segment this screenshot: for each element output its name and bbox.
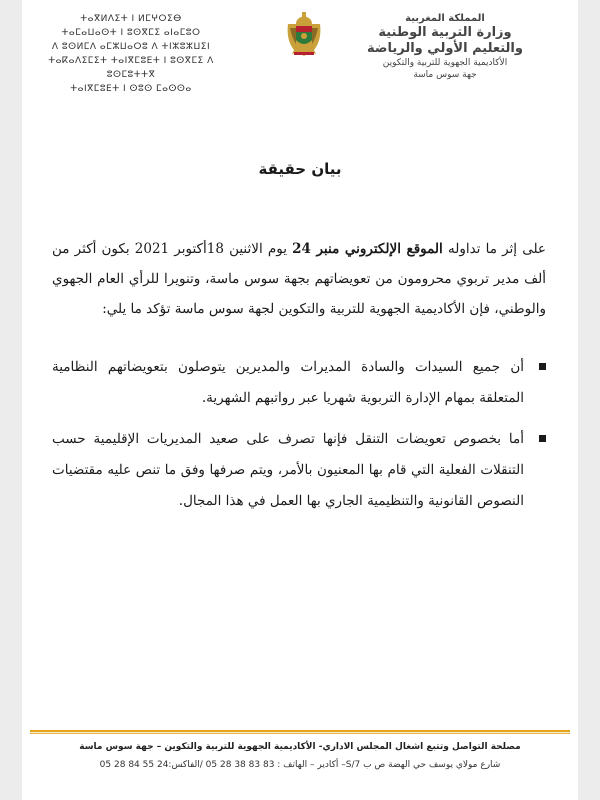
footer-address: شارع مولاي يوسف حي الهضة ص ب 7/S– أكادير – الهاتف : 83 83 38 28 05 /الفاكس:24 55 84 28 05 — [99, 760, 501, 770]
tifinagh-line: ⴷ ⵓⵙⵍⵎⴷ ⴰⵎⵣⵡⴰⵔⵓ ⴷ ⵜⵏⵣⵓⵣⵡⵉⵏ — [51, 42, 211, 52]
footer-divider — [30, 730, 570, 734]
ministry-label-2: والتعليم الأولي والرياضة — [367, 41, 523, 56]
square-bullet-icon — [539, 363, 546, 370]
arabic-header — [360, 12, 530, 81]
tifinagh-line: ⵜⴰⴽⴰⴷⵉⵎⵉⵜ ⵜⴰⵏⴳⵎⵓⴹⵜ ⵏ ⵓⵙⴳⵎⵉ ⴷ ⵓⵙⵎⵓⵜⵜⴳ — [48, 56, 214, 80]
academy-label: الأكاديمية الجهوية للتربية والتكوين — [382, 58, 508, 68]
coat-of-arms-icon — [284, 10, 324, 58]
list-item-text: أن جميع السيدات والسادة المديرات والمديرين يتوصلون بتعويضاتهم النظامية المتعلقة بمهام الإدارة التربوية شهريا عبر رواتبهم الشهرية. — [52, 359, 524, 406]
ministry-label: وزارة التربية الوطنية — [378, 25, 512, 40]
region-label: جهة سوس ماسة — [413, 70, 477, 80]
tifinagh-header — [36, 12, 226, 96]
tifinagh-line: ⵜⴰⵏⴳⵎⵓⴹⵜ ⵏ ⵙⵓⵙ ⵎⴰⵙⵙⴰ — [70, 84, 192, 94]
list-item — [52, 352, 546, 414]
tifinagh-line: ⵜⴰⴳⵍⴷⵉⵜ ⵏ ⵍⵎⵖⵔⵉⴱ — [80, 14, 182, 24]
page-right-margin — [578, 0, 600, 800]
list-item-text: أما بخصوص تعويضات التنقل فإنها تصرف على صعيد المديريات الإقليمية حسب التنقلات الفعلية التي قام بها المعنيون بالأمر، ويتم صرفها وفق ما تنص عليه مقتضيات النصوص القانونية والتنظيمية الجاري بها العمل في هذا المجال. — [52, 431, 524, 509]
source-name: الموقع الإلكتروني منبر 24 — [292, 241, 443, 257]
intro-text-2: يوم الاثنين 18أكتوبر 2021 بكون أكثر من ألف مدير تربوي محرومون من تعويضاتهم بجهة سوس ماسة، وتنويرا للرأي العام الجهوي والوطني، فإن الأكاديمية الجهوية للتربية والتكوين لجهة سوس ماسة تؤكد ما يلي: — [52, 241, 546, 317]
tifinagh-line: ⵜⴰⵎⴰⵡⴰⵙⵜ ⵏ ⵓⵙⴳⵎⵉ ⴰⵏⴰⵎⵓⵔ — [61, 28, 201, 38]
intro-paragraph — [52, 234, 546, 324]
intro-text-1: على إثر ما تداوله — [442, 241, 546, 257]
page-left-margin — [0, 0, 22, 800]
footer-service: مصلحة التواصل وتتبع اشغال المجلس الاداري- الأكاديمية الجهوية للتربية والتكوين – جهة سوس ماسة — [79, 742, 521, 752]
bullet-list — [52, 352, 546, 527]
square-bullet-icon — [539, 435, 546, 442]
list-item — [52, 424, 546, 517]
page-title: بيان حقيقة — [258, 160, 342, 178]
kingdom-label: المملكة المغربية — [405, 13, 485, 24]
